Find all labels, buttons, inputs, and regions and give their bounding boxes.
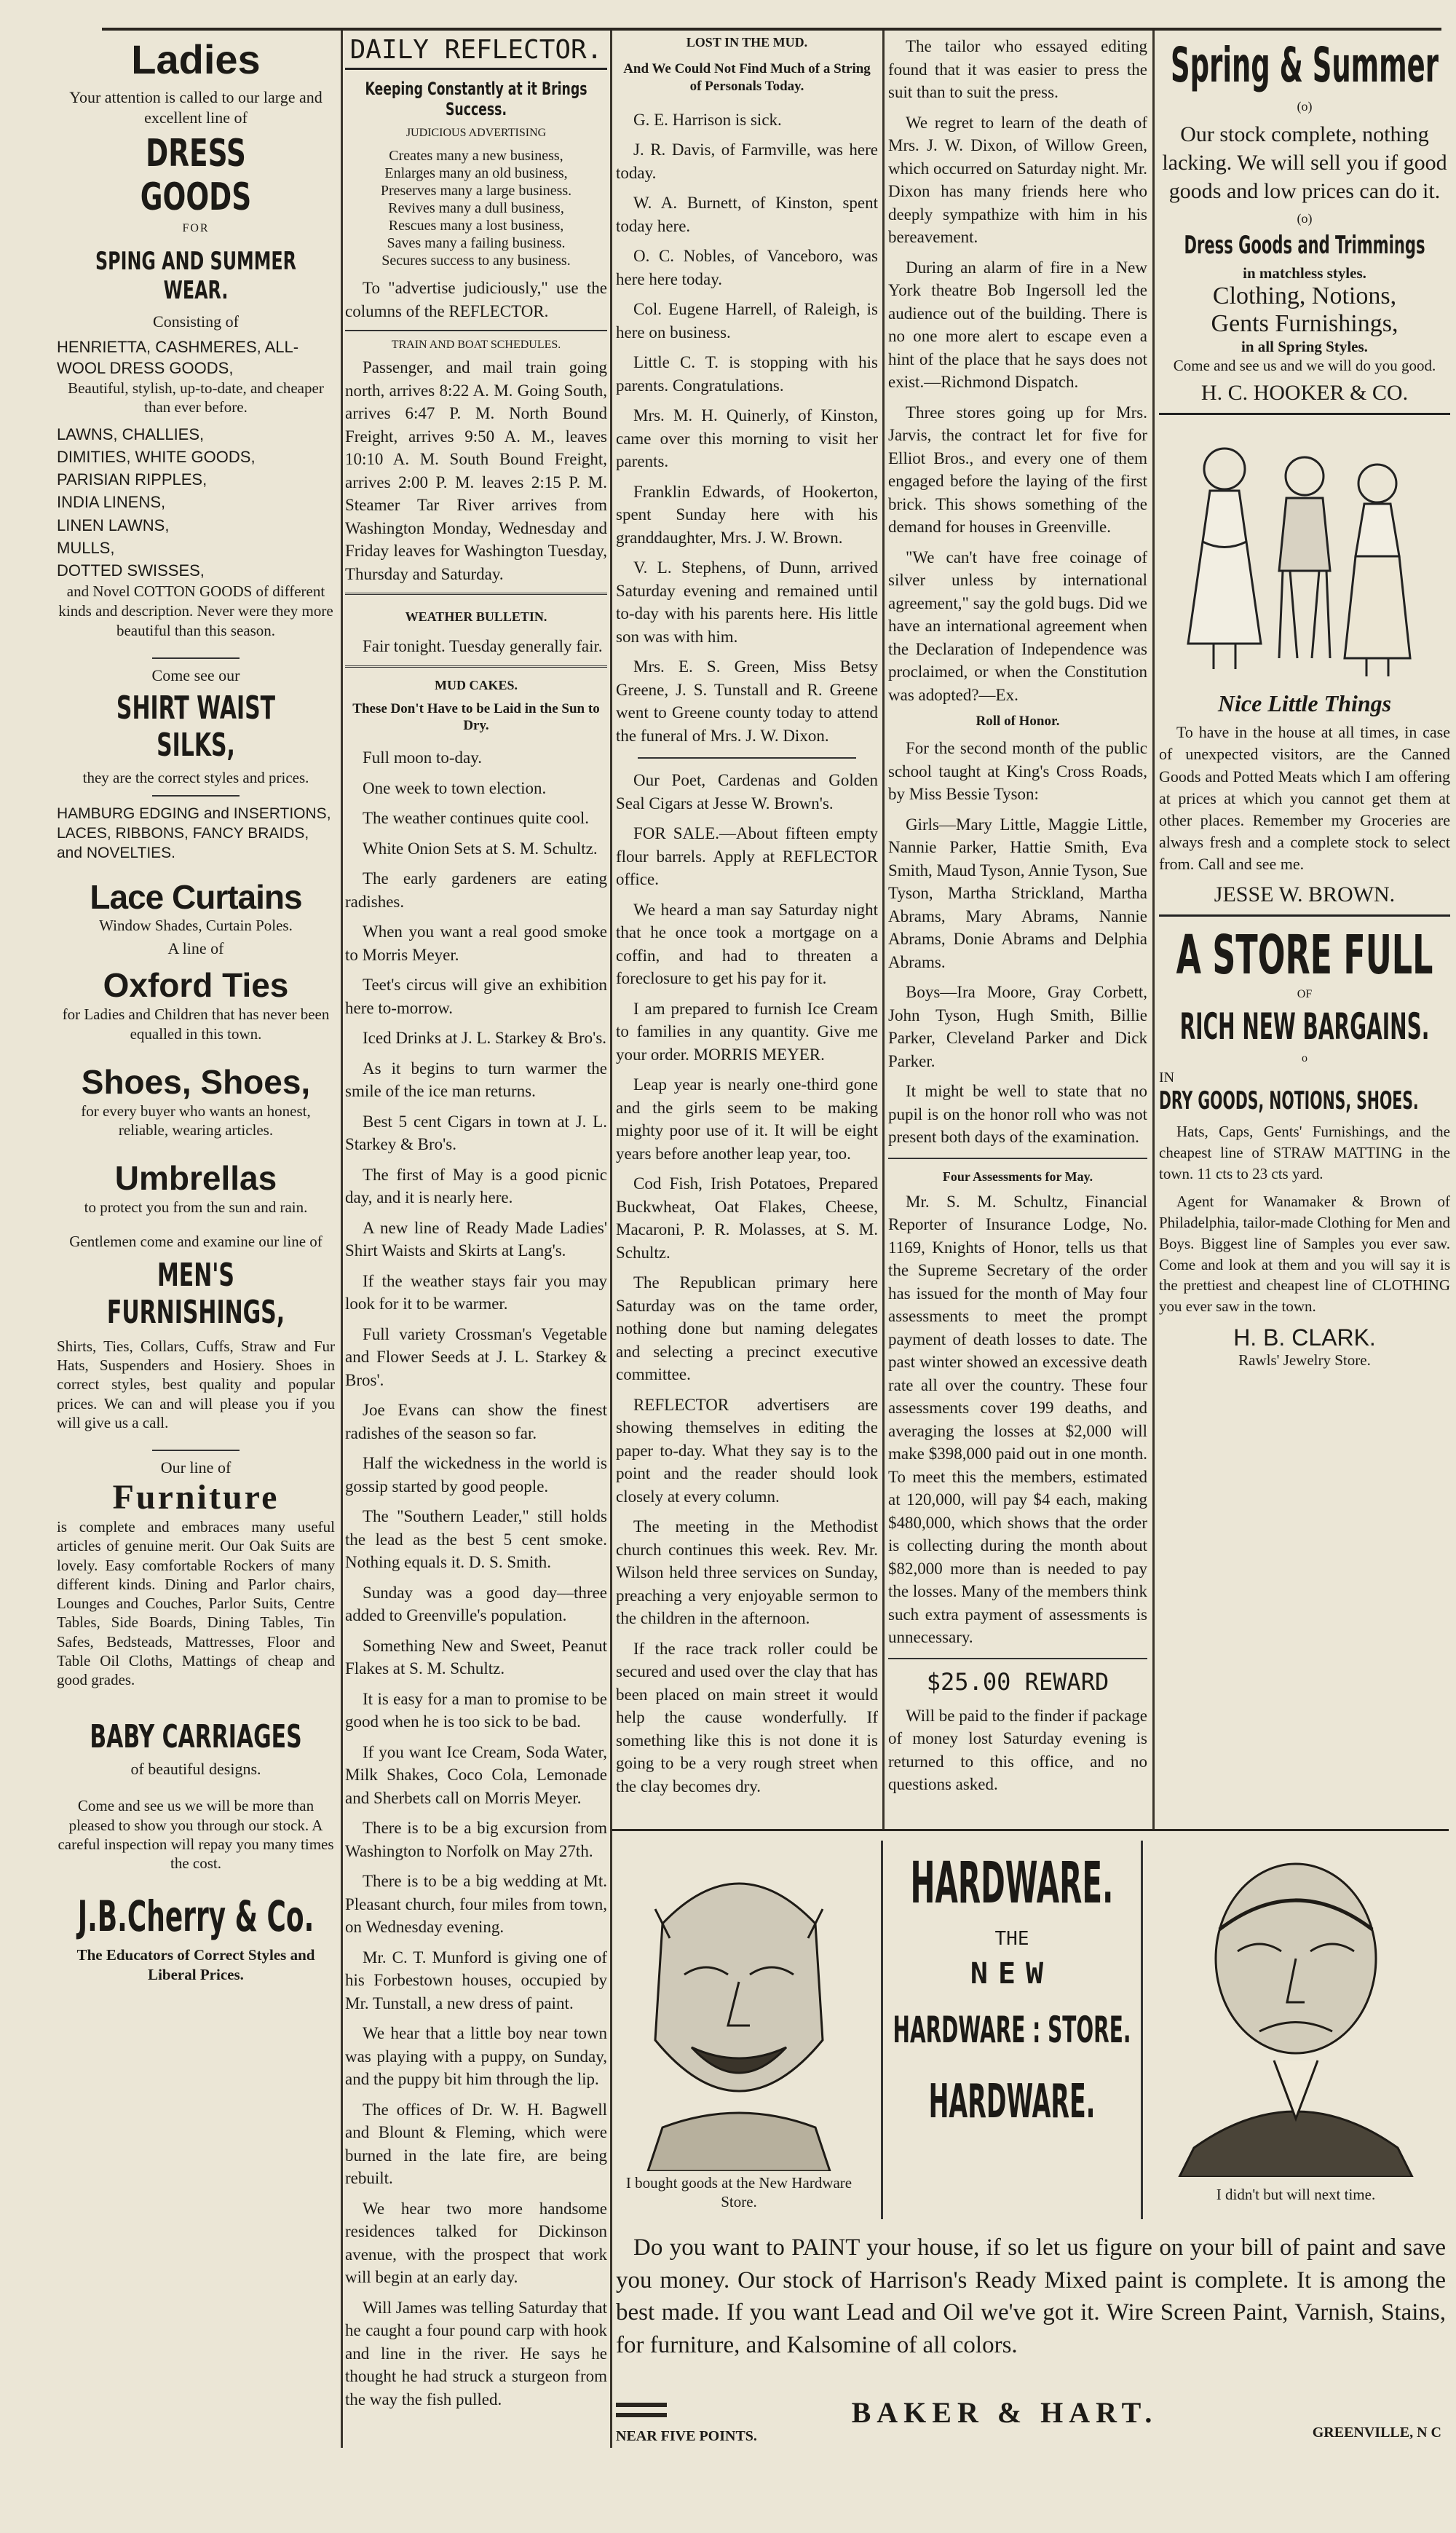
furniture-sub: is complete and embraces many useful articles of genuine merit. Our Oak Suits are lovely. Easy comfortable Rockers of many different kinds. Dining and Parlor chairs, Lounges and Couches, Parlor Suits, Centre Tables, Side Boards, Dining Tables, Tin Safes, Bedsteads, Mattresses, Floor and Table Oil Cloths, Mattings of cheap and good grades. xyxy=(57,1518,335,1689)
column-rule-3 xyxy=(882,31,885,1829)
reward-text: Will be paid to the finder if package of money lost Saturday evening is returned to this office, and no questions asked. xyxy=(888,1706,1147,1793)
local-item: I am prepared to furnish Ice Cream to families in any quantity. Give me your order. MORRIS MEYER. xyxy=(616,999,878,1064)
local-item: Best 5 cent Cigars in town at J. L. Starkey & Bro's. xyxy=(345,1112,607,1153)
local-item: The meeting in the Methodist church continues this week. Rev. Mr. Wilson held three services on Sunday, preaching a very enjoyable sermon to the children in the afternoon. xyxy=(616,1517,878,1627)
ornament: (o) xyxy=(1297,211,1313,226)
column-4 xyxy=(888,35,1147,1833)
local-item: Full moon to-day. xyxy=(363,748,482,767)
new-label: NEW xyxy=(970,1957,1054,1991)
a-line-of: A line of xyxy=(167,939,224,958)
list-item: LAWNS, CHALLIES, xyxy=(57,424,205,443)
baker-rule-2 xyxy=(616,2413,667,2417)
divider xyxy=(152,657,240,659)
rich-new-bargains: RICH NEW BARGAINS. xyxy=(1179,1005,1430,1048)
stock-complete: Our stock complete, nothing lacking. We will sell you if good goods and low prices can do it. xyxy=(1162,122,1447,203)
local-item: It is easy for a man to promise to be good when he is too sick to be bad. xyxy=(345,1689,607,1731)
matchless-styles: in matchless styles. xyxy=(1243,264,1366,282)
personals-list xyxy=(616,108,878,748)
local-item: Will James was telling Saturday that he caught a four pound carp with hook and line in the river. He says he thought he had struck a sturgeon from the way the fish pulled. xyxy=(345,2298,607,2408)
list-henrietta: HENRIETTA, CASHMERES, ALL-WOOL DRESS GOODS, xyxy=(57,338,299,377)
local-item: The offices of Dr. W. H. Bagwell and Blount & Fleming, which were burned in the late fire, are being rebuilt. xyxy=(345,2100,607,2187)
dry-goods-notions: DRY GOODS, NOTIONS, SHOES. xyxy=(1159,1086,1419,1116)
jb-cherry-sub: The Educators of Correct Styles and Liberal Prices. xyxy=(76,1946,315,1983)
local-item: As it begins to turn warmer the smile of the ice man returns. xyxy=(345,1059,607,1100)
local-item: REFLECTOR advertisers are showing themselves in editing the paper to-day. What they say is to the point and the reader should look closely at every column. xyxy=(616,1395,878,1506)
column-5 xyxy=(1159,32,1450,1830)
of-label: OF xyxy=(1297,988,1313,1001)
list-item: DIMITIES, WHITE GOODS, xyxy=(57,447,256,466)
local-item: We hear that a little boy near town was playing with a puppy, on Sunday, and the puppy bit him through the lip. xyxy=(345,2024,607,2088)
gents-furnishings: Gents Furnishings, xyxy=(1211,310,1398,337)
spring-styles: in all Spring Styles. xyxy=(1241,338,1368,355)
poem-line: Preserves many a large business. xyxy=(380,183,572,199)
jesse-brown: JESSE W. BROWN. xyxy=(1159,882,1450,917)
hardware-store: HARDWARE : STORE. xyxy=(893,2009,1131,2051)
weather-text: Fair tonight. Tuesday generally fair. xyxy=(345,635,607,668)
mud-cakes-sub: These Don't Have to be Laid in the Sun to Dry. xyxy=(352,700,600,734)
local-item: Teet's circus will give an exhibition here to-morrow. xyxy=(345,976,607,1017)
local-item: FOR SALE.—About fifteen empty flour barrels. Apply at REFLECTOR office. xyxy=(616,824,878,888)
spring-summer-wear: SPING AND SUMMER WEAR. xyxy=(95,247,296,305)
hardware-heading-2: HARDWARE. xyxy=(928,2075,1096,2129)
roll-of-honor-girls: Girls—Mary Little, Maggie Little, Nannie Parker, Hattie Smith, Eva Smith, Maud Tyson, Annie Tyson, Sue Tyson, Martha Strickland, Martha Abrams, Mary Abrams, Nannie Abrams, Donie Abrams and Delphia Abrams. xyxy=(888,815,1147,971)
come-and-see: Come and see us we will be more than pleased to show you through our stock. A careful inspection will repay you many times the cost. xyxy=(58,1797,334,1873)
frowning-man-illustration xyxy=(1150,1842,1441,2177)
locals-list xyxy=(616,769,878,1798)
for-label: FOR xyxy=(182,222,210,234)
divider xyxy=(638,757,856,759)
train-schedule: Passenger, and mail train going north, arrives 8:22 A. M. Going South, arrives 6:47 P. M. North Bound Freight, arrives 9:50 A. M., leaves 10:10 A. M. South Bound Freight, arrives 2:00 P. M. leaves 2:15 P. M. Steamer Tar River arrives from Washington Monday, Wednesday and Friday leaves for Washington Tuesday, Thursday and Saturday. xyxy=(345,356,607,595)
shirt-waist-sub: they are the correct styles and prices. xyxy=(82,769,309,787)
judicious-heading: JUDICIOUS ADVERTISING xyxy=(405,127,547,139)
local-item: Cod Fish, Irish Potatoes, Prepared Buckwheat, Oat Flakes, Cheese, Macaroni, P. R. Molasses, at S. M. Schultz. xyxy=(616,1174,878,1262)
top-rule xyxy=(102,28,1441,31)
roll-of-honor-boys: Boys—Ira Moore, Gray Corbett, John Tyson, Hugh Smith, Billie Parker, Cleveland Parker and Dick Parker. xyxy=(888,983,1147,1070)
personal-item: Col. Eugene Harrell, of Raleigh, is here on business. xyxy=(616,300,878,341)
poem-line: Creates many a new business, xyxy=(389,148,563,164)
ladies-heading: Ladies xyxy=(131,36,261,82)
column-4-items xyxy=(888,35,1147,706)
the-label: THE xyxy=(994,1928,1029,1950)
poem-line: Enlarges many an old business, xyxy=(384,165,568,181)
column-rule-1 xyxy=(341,31,343,2448)
local-item: One week to town election. xyxy=(363,778,547,797)
advertise-note: To "advertise judiciously," use the columns of the REFLECTOR. xyxy=(345,277,607,331)
local-item: Full variety Crossman's Vegetable and Flower Seeds at J. L. Starkey & Bros'. xyxy=(345,1324,607,1389)
poem-line: Rescues many a lost business, xyxy=(388,218,564,234)
local-item: Mr. C. T. Munford is giving one of his Forbestown houses, occupied by Mr. Tunstall, a new dress of paint. xyxy=(345,1948,607,2012)
judicious-poem xyxy=(345,147,607,269)
local-item: Half the wickedness in the world is gossip started by good people. xyxy=(345,1454,607,1495)
local-item: Leap year is nearly one-third gone and the girls seem to be making mighty poor use of it. It will be eight years before another leap year, too. xyxy=(616,1075,878,1163)
in-label: IN xyxy=(1159,1070,1175,1086)
left-caption: I bought goods at the New Hardware Store. xyxy=(625,2174,852,2211)
right-caption: I didn't but will next time. xyxy=(1216,2186,1376,2203)
local-item: We heard a man say Saturday night that he once took a mortgage on a coffin, and had to threaten a foreclosure to get his pay for it. xyxy=(616,900,878,987)
baker-hart: BAKER & HART. xyxy=(851,2396,1158,2429)
gentlemen-line: Gentlemen come and examine our line of xyxy=(69,1232,323,1250)
list-item: PARISIAN RIPPLES, xyxy=(57,470,207,489)
mud-cakes-items xyxy=(345,746,607,2411)
wanamaker-agent: Agent for Wanamaker & Brown of Philadelphia, tailor-made Clothing for Men and Boys. Biggest line of Samples you ever saw. Come and look at them and you will say it is the prettiest and cheapest line of CLOTHING you ever saw in the town. xyxy=(1159,1193,1450,1316)
hb-clark: H. B. CLARK. xyxy=(1233,1324,1376,1351)
cotton-goods-list xyxy=(57,423,335,582)
local-item: The early gardeners are eating radishes. xyxy=(345,869,607,911)
local-item: White Onion Sets at S. M. Schultz. xyxy=(363,839,598,858)
column-3 xyxy=(616,35,878,1833)
dress-goods-heading: DRESS GOODS xyxy=(140,132,252,219)
local-item: The weather continues quite cool. xyxy=(363,809,590,827)
hats-caps: Hats, Caps, Gents' Furnishings, and the cheapest line of STRAW MATTING in the town. 11 cts to 23 cts yard. xyxy=(1159,1123,1450,1182)
news-item: We regret to learn of the death of Mrs. J. W. Dixon, of Willow Green, which occurred on Saturday night. Mr. Dixon has many friends here who deeply sympathize with him in his bereavement. xyxy=(888,113,1147,246)
column-2 xyxy=(345,35,607,2459)
lace-curtains-sub: Window Shades, Curtain Poles. xyxy=(99,917,293,935)
local-item: There is to be a big excursion from Washington to Norfolk on May 27th. xyxy=(345,1819,607,1860)
a-store-full: A STORE FULL xyxy=(1176,924,1433,987)
baby-carriages: BABY CARRIAGES xyxy=(90,1718,302,1756)
dress-goods-trimmings: Dress Goods and Trimmings xyxy=(1184,231,1425,260)
shirt-waist-silks: SHIRT WAIST SILKS, xyxy=(116,689,276,764)
personal-item: V. L. Stephens, of Dunn, arrived Saturday evening and remained until to-day with his parents here. His little son was with him. xyxy=(616,558,878,646)
column-1 xyxy=(57,36,335,2461)
oxford-ties-sub: for Ladies and Children that has never been equalled in this town. xyxy=(62,1005,330,1043)
column-rule-4 xyxy=(1152,31,1155,1829)
consisting-of: Consisting of xyxy=(153,312,239,331)
local-item: When you want a real good smoke to Morris Meyer. xyxy=(345,922,607,964)
spring-summer-heading: Spring & Summer xyxy=(1171,37,1439,93)
ornament: (o) xyxy=(1297,99,1313,114)
keeping-constantly: Keeping Constantly at it Brings Success. xyxy=(365,79,587,119)
local-item: The "Southern Leader," still holds the lead as the best 5 cent smoke. Nothing equals it. D. S. Smith. xyxy=(345,1507,607,1571)
masthead: DAILY REFLECTOR. xyxy=(345,35,607,70)
greenville-nc: GREENVILLE, N C xyxy=(1312,2425,1441,2441)
column-rule-2 xyxy=(610,31,612,2448)
news-item: During an alarm of fire in a New York theatre Bob Ingersoll led the audience out of the building. There is no one more alert to escape even a hint of the place that he says does not exist.—Richmond Dispatch. xyxy=(888,258,1147,391)
news-item: Three stores going up for Mrs. Jarvis, the contract let for five for Elliot Bros., and every one of them engaged before the laying of the first brick. This shows something of the demand for houses in Greenville. xyxy=(888,403,1147,536)
reward-heading: $25.00 REWARD xyxy=(926,1667,1109,1696)
shoes-sub: for every buyer who wants an honest, reliable, wearing articles. xyxy=(81,1102,311,1139)
news-item: The tailor who essayed editing found that it was easier to press the suit than to suit the press. xyxy=(888,37,1147,101)
local-item: Something New and Sweet, Peanut Flakes at S. M. Schultz. xyxy=(345,1636,607,1678)
lace-curtains: Lace Curtains xyxy=(90,878,302,917)
local-item: Our Poet, Cardenas and Golden Seal Cigars at Jesse W. Brown's. xyxy=(616,771,878,813)
oxford-ties: Oxford Ties xyxy=(103,966,289,1005)
jb-cherry: J.B.Cherry & Co. xyxy=(77,1892,314,1942)
list-item: INDIA LINENS, xyxy=(57,493,166,512)
come-see-our: Come see our xyxy=(151,666,240,685)
personal-item: O. C. Nobles, of Vanceboro, was here here today. xyxy=(616,247,878,288)
rawls-jewelry: Rawls' Jewelry Store. xyxy=(1238,1351,1371,1370)
assessments-heading: Four Assessments for May. xyxy=(942,1169,1093,1184)
hamburg-edging: HAMBURG EDGING and INSERTIONS, LACES, RIBBONS, FANCY BRAIDS, and NOVELTIES. xyxy=(57,805,331,862)
ladies-intro: Your attention is called to our large and excellent line of xyxy=(69,88,323,127)
mens-furnishings-sub: Shirts, Ties, Collars, Cuffs, Straw and Fur Hats, Suspenders and Hosiery. Shoes in correct styles, best quality and popular prices. We can and will please you if you will give us a call. xyxy=(57,1337,335,1431)
list-item: MULLS, xyxy=(57,538,115,557)
local-item: A new line of Ready Made Ladies' Shirt Waists and Skirts at Lang's. xyxy=(345,1218,607,1260)
poem-line: Secures success to any business. xyxy=(381,253,571,269)
mens-furnishings: MEN'S FURNISHINGS, xyxy=(106,1256,285,1331)
personal-item: Mrs. M. H. Quinerly, of Kinston, came over this morning to visit her parents. xyxy=(616,406,878,470)
lost-in-mud-sub: And We Could Not Find Much of a String of Personals Today. xyxy=(623,61,871,94)
local-item: We hear two more handsome residences talked for Dickinson avenue, with the prospect that work will begin at an early day. xyxy=(345,2199,607,2286)
local-item: Joe Evans can show the finest radishes of the season so far. xyxy=(345,1401,607,1442)
divider xyxy=(152,795,240,797)
nice-little-things-text: To have in the house at all times, in case of unexpected visitors, are the Canned Goods and Potted Meats which I am offering at prices at which you cannot get them at other places. Remember my Groceries are always fresh and a complete stock to select from. Call and see me. xyxy=(1159,723,1450,873)
local-item: There is to be a big wedding at Mt. Pleasant church, four miles from town, on Wednesday evening. xyxy=(345,1872,607,1936)
personal-item: Franklin Edwards, of Hookerton, spent Sunday here with his granddaughter, Mrs. J. W. Brown. xyxy=(616,482,878,547)
list-henrietta-sub: Beautiful, stylish, up-to-date, and cheaper than ever before. xyxy=(68,379,324,416)
paint-ad: Do you want to PAINT your house, if so let us figure on your bill of paint and save you money. Our stock of Harrison's Ready Mixed paint is complete. It is among the best made. If you want Lead and Oil we've got it. Wire Screen Paint, Varnish, Stains, for furniture, and Kalsomine of all colors. xyxy=(616,2234,1446,2358)
our-line-of: Our line of xyxy=(160,1458,232,1477)
local-item: If the race track roller could be secured and used over the clay that has been placed on main street it would help the cause wonderfully. If something like this is not done it is going to be a very rough street when the clay becomes dry. xyxy=(616,1639,878,1795)
roll-of-honor-text: For the second month of the public school taught at King's Cross Roads, by Miss Bessie Tyson: xyxy=(888,739,1147,803)
cotton-goods-tail: and Novel COTTON GOODS of different kinds and description. Never were they more beautiful than this season. xyxy=(58,582,333,639)
come-see-us: Come and see us and we will do you good. xyxy=(1173,357,1436,374)
list-item: DOTTED SWISSES, xyxy=(57,561,205,580)
umbrellas-heading: Umbrellas xyxy=(114,1159,277,1198)
bottom-block-top-rule xyxy=(612,1829,1449,1831)
baby-carriages-sub: of beautiful designs. xyxy=(130,1760,261,1779)
news-item: "We can't have free coinage of silver unless by international agreement," say the gold bugs. Did we have an international agreement when the Declaration of Independence was proclaimed, or when the Constitution was adopted?—Ex. xyxy=(888,548,1147,704)
furniture-heading: Furniture xyxy=(112,1478,280,1517)
shoes-heading: Shoes, Shoes, xyxy=(81,1062,311,1101)
umbrellas-sub: to protect you from the sun and rain. xyxy=(84,1198,308,1217)
personal-item: G. E. Harrison is sick. xyxy=(633,110,782,129)
weather-heading: WEATHER BULLETIN. xyxy=(405,609,547,624)
local-item: Iced Drinks at J. L. Starkey & Bro's. xyxy=(363,1029,607,1047)
personal-item: Little C. T. is stopping with his parents. Congratulations. xyxy=(616,353,878,395)
nice-little-things: Nice Little Things xyxy=(1217,690,1392,717)
poem-line: Revives many a dull business, xyxy=(388,200,564,216)
hardware-heading-1: HARDWARE. xyxy=(910,1851,1114,1916)
near-five-points: NEAR FIVE POINTS. xyxy=(616,2428,757,2444)
mud-cakes-heading: MUD CAKES. xyxy=(434,677,518,692)
local-item: If you want Ice Cream, Soda Water, Milk Shakes, Coco Cola, Lemonade and Sherbets call on Morris Meyer. xyxy=(345,1742,607,1807)
assessments-text: Mr. S. M. Schultz, Financial Reporter of Insurance Lodge, No. 1169, Knights of Honor, tells us that the Supreme Secretary of the order has issued for the month of May four assessments to meet the prompt payment of death losses to date. The past winter showed an excessive death rate all over the country. These four assessments cover 199 deaths, and averaging the losses at $2,000 will make $398,000 paid out in one month. To meet this the members, estimated at 120,000, will pay $4 each, making $480,000, which shows that the order is collecting during the month about $82,000 more than is needed to pay the losses. Many of the members think such extra payment of assessments is unnecessary. xyxy=(888,1190,1147,1659)
local-item: The first of May is a good picnic day, and it is nearly here. xyxy=(345,1165,607,1206)
roll-of-honor-tail: It might be well to state that no pupil is on the honor roll who was not present both days of the examination. xyxy=(888,1080,1147,1159)
divider xyxy=(152,1450,240,1451)
local-item: If the weather stays fair you may look for it to be warmer. xyxy=(345,1271,607,1313)
local-item: The Republican primary here Saturday was on the tame order, nothing done but naming delegates and selecting a precinct executive committee. xyxy=(616,1273,878,1383)
hooker-name: H. C. HOOKER & CO. xyxy=(1159,381,1450,415)
clothing-notions: Clothing, Notions, xyxy=(1212,282,1397,309)
personal-item: W. A. Burnett, of Kinston, spent today here. xyxy=(616,194,878,235)
hardware-ad xyxy=(881,1841,1143,2219)
local-item: Sunday was a good day—three added to Greenville's population. xyxy=(345,1583,607,1624)
baker-rule xyxy=(616,2403,667,2407)
personal-item: J. R. Davis, of Farmville, was here today. xyxy=(616,141,878,182)
list-item: LINEN LAWNS, xyxy=(57,515,170,534)
children-illustration xyxy=(1159,425,1450,687)
lost-in-mud-heading: LOST IN THE MUD. xyxy=(686,35,808,50)
roll-of-honor-heading: Roll of Honor. xyxy=(976,714,1060,729)
ornament: o xyxy=(1302,1052,1307,1065)
train-heading: TRAIN AND BOAT SCHEDULES. xyxy=(391,339,561,351)
personal-item: Mrs. E. S. Green, Miss Betsy Greene, J. S. Tunstall and R. Greene went to Greene county today to attend the funeral of Mrs. J. W. Dixon. xyxy=(616,657,878,745)
poem-line: Saves many a failing business. xyxy=(387,235,566,251)
laughing-man-illustration xyxy=(619,1836,859,2171)
